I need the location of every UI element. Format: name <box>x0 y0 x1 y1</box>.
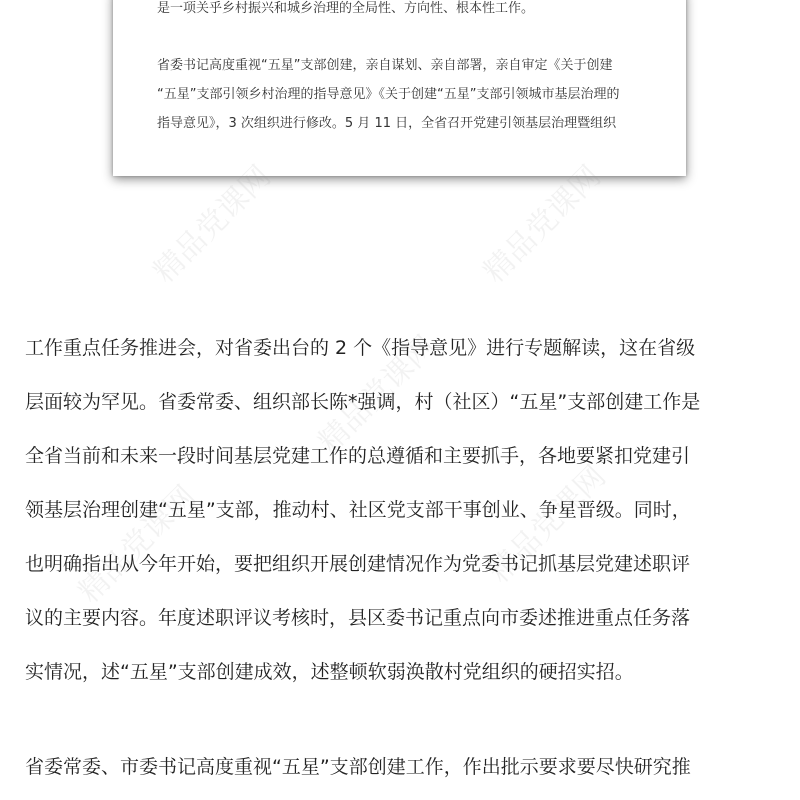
body-line: 全省当前和未来一段时间基层党建工作的总遵循和主要抓手，各地要紧扣党建引 <box>25 445 691 467</box>
body-line: 议的主要内容。年度述职评议考核时，县区委书记重点向市委述推进重点任务落 <box>25 607 691 629</box>
embedded-document-card <box>113 0 686 176</box>
watermark-text: 精品党课网 <box>72 479 203 610</box>
watermark-text: 精品党课网 <box>477 159 608 290</box>
watermark-text: 精品党课网 <box>312 329 443 460</box>
body-line: 省委常委、市委书记高度重视“五星”支部创建工作，作出批示要求要尽快研究推 <box>25 756 691 778</box>
card-line: 是一项关乎乡村振兴和城乡治理的全局性、方向性、根本性工作。 <box>157 1 535 16</box>
body-line: 实情况，述“五星”支部创建成效，述整顿软弱涣散村党组织的硬招实招。 <box>25 661 634 683</box>
body-line: 工作重点任务推进会，对省委出台的 2 个《指导意见》进行专题解读，这在省级 <box>25 337 696 359</box>
watermark-text: 精品党课网 <box>482 459 613 590</box>
watermark-text: 精品党课网 <box>147 159 278 290</box>
card-line: “五星”支部引领乡村治理的指导意见》《关于创建“五星”支部引领城市基层治理的 <box>157 87 620 102</box>
card-line: 指导意见》，3 次组织进行修改。5 月 11 日，全省召开党建引领基层治理暨组织 <box>157 116 617 131</box>
card-line: 省委书记高度重视“五星”支部创建，亲自谋划、亲自部署，亲自审定《关于创建 <box>157 58 613 73</box>
card-paragraph-1 <box>157 0 657 23</box>
body-line: 领基层治理创建“五星”支部，推动村、社区党支部干事创业、争星晋级。同时， <box>25 499 691 521</box>
body-line: 层面较为罕见。省委常委、组织部长陈*强调，村（社区）“五星”支部创建工作是 <box>25 391 701 413</box>
body-line: 也明确指出从今年开始，要把组织开展创建情况作为党委书记抓基层党建述职评 <box>25 553 691 575</box>
card-paragraph-2 <box>157 51 657 138</box>
